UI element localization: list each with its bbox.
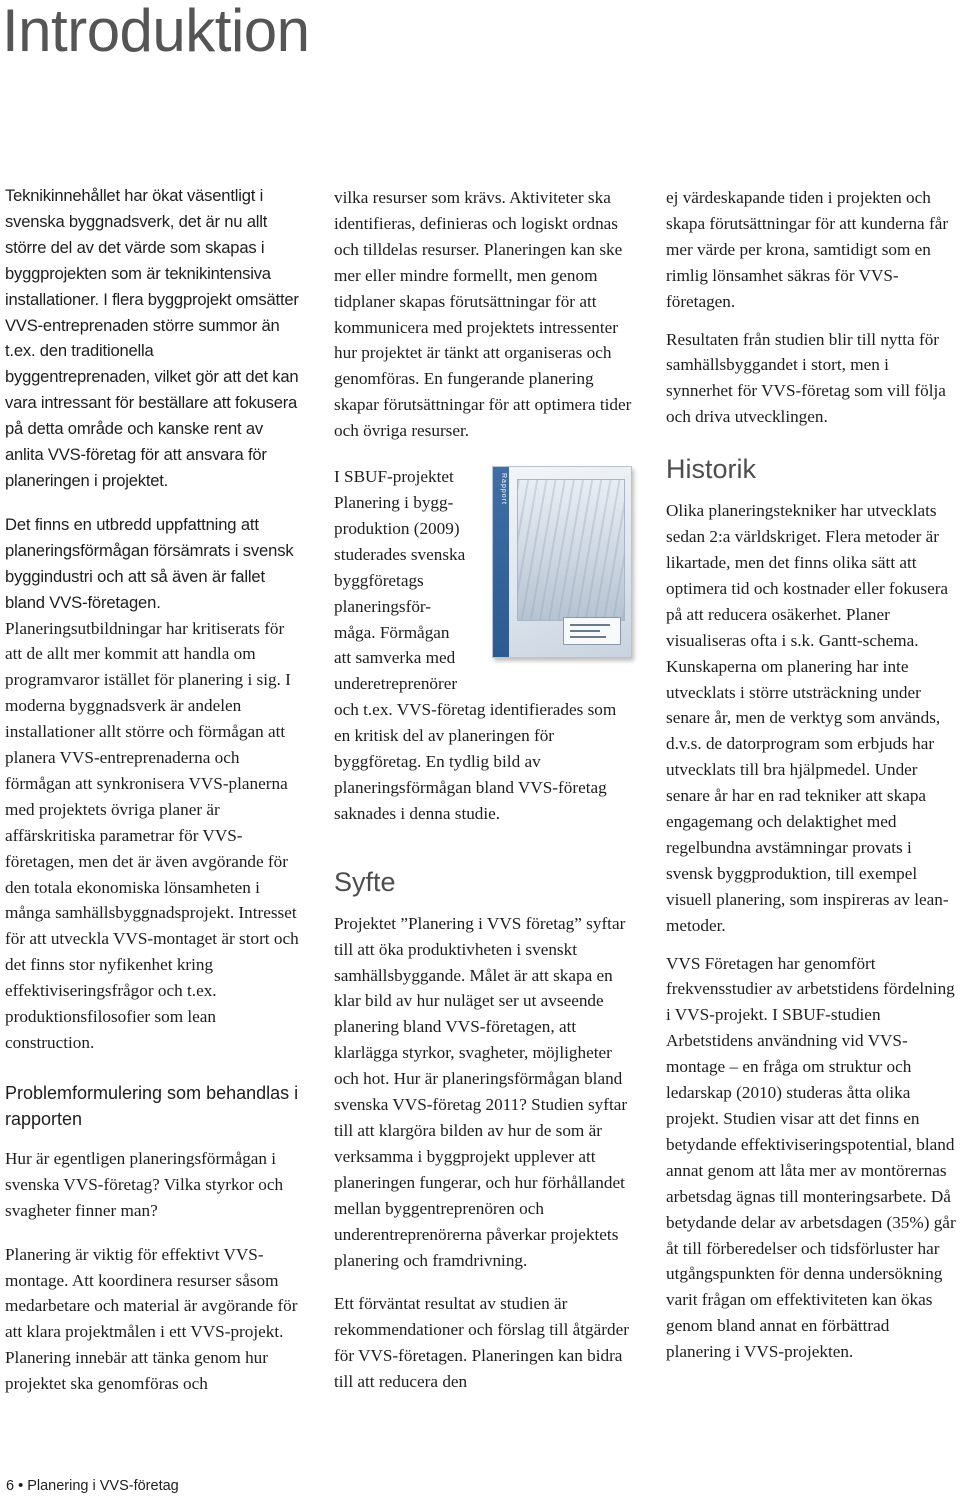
report-title-label <box>563 617 621 645</box>
column-left <box>5 183 301 1415</box>
sbuf-line: Planering i bygg- <box>334 492 454 512</box>
right-paragraph: ej värdeskapande tiden i projekten och skapa förutsättningar för att kunderna får mer värde per krona, samtidigt som en rimlig lönsamhet säkras för VVS-företagen. <box>666 188 949 311</box>
sbuf-line: studerades svenska <box>334 544 466 564</box>
intro-text <box>5 183 301 616</box>
sbuf-line: att samverka med <box>334 648 456 668</box>
sbuf-block <box>334 464 634 827</box>
sbuf-rest: och t.ex. VVS-företag identifierades som en kritisk del av planeringen för byggföretag. En tydlig bild av planeringsförmågan bland VVS-företag saknades i denna studie. <box>334 700 617 823</box>
body-paragraph: Planeringsutbildningar har kritiserats för att de allt mer kommit att handla om programvaror istället för planering i sig. I moderna byggnadsverk är andelen installationer allt större och förmågan att planera VVS-entreprenaderna och förmågan att synkronisera VVS-planerna med projektets övriga planer är affärskritiska parametrar för VVS-företagen, men det är även avgörande för den totala ekonomiska lönsamheten i många samhällsbyggnadsprojekt. Intresset för att utveckla VVS-montaget är stort och det finns stor nyfikenhet kring effektiviseringsfrågor och t.ex. produktionsfilosofier som lean construction. <box>5 618 299 1052</box>
syfte-paragraph: Ett förväntat resultat av studien är rekommendationer och förslag till åtgärder för VVS-företagen. Planeringen kan bidra till att reducera den <box>334 1294 629 1392</box>
problem-paragraph: Planering är viktig för effektivt VVS-montage. Att koordinera resurser såsom medarbetare och material är avgörande för att klara projektmålen i ett VVS-projekt. Planering innebär att tänka genom hur projektet ska genomföras och <box>5 1244 298 1394</box>
page-footer: 6 • Planering i VVS-företag <box>6 1478 179 1494</box>
body-text <box>5 616 301 1056</box>
report-spine-label: Rapport <box>500 473 507 505</box>
syfte-paragraph: Projektet ”Planering i VVS företag” syftar till att öka produktivheten i svenskt samhällsbyggande. Målet är att skapa en klar bild av hur nuläget ser ut avseende planering bland VVS-företagen, att klarlägga styrkor, svagheter, möjligheter och hot. Hur är planeringsförmågan bland svenska VVS-företag 2011? Studien syftar till att klargöra bilden av hur de som är verksamma i byggprojekt upplever att planeringen fungerar, och hur förhållandet mellan byggentreprenören och underentreprenörerna påverkar projektets planering och framdrivning. <box>334 913 628 1270</box>
column-right <box>666 185 958 1383</box>
right-paragraph: Resultaten från studien blir till nytta för samhällsbyggandet i stort, men i synnerhet för VVS-företag som vill följa och driva utvecklingen. <box>666 329 946 427</box>
cathedral-photo <box>517 479 625 621</box>
section-heading-syfte: Syfte <box>334 866 396 897</box>
report-cover-image <box>492 466 632 658</box>
sbuf-line: I SBUF-projektet <box>334 467 454 487</box>
problem-subheading: Problemformulering som behandlas i rapporten <box>5 1082 299 1129</box>
report-spine <box>493 467 509 657</box>
sbuf-line: produktion (2009) <box>334 518 460 538</box>
sbuf-line: planeringsför- <box>334 596 432 616</box>
problem-paragraph: Hur är egentligen planeringsförmågan i svenska VVS-företag? Vilka styrkor och svagheter finner man? <box>5 1148 284 1220</box>
intro-paragraph: Teknikinnehållet har ökat väsentligt i svenska byggnadsverk, det är nu allt större del av det värde som skapas i byggprojekten som är teknikintensiva installationer. I flera byggprojekt omsätter VVS-entreprenaden större summor än t.ex. den traditionella byggentreprenaden, vilket gör att det kan vara intressant för beställare att fokusera på detta område och kanske rent av anlita VVS-företag för att ansvara för planeringen i projektet. <box>5 186 299 490</box>
intro-paragraph: Det finns en utbredd uppfattning att planeringsförmågan försämrats i svensk byggindustri och att så även är fallet bland VVS-företagen. <box>5 514 294 612</box>
planning-paragraph: vilka resurser som krävs. Aktiviteter ska identifieras, definieras och logiskt ordnas och tilldelas resurser. Planeringen kan ske mer eller mindre formellt, men genom tidplaner skapas förutsättningar för att kommunicera med projektets intressenter hur projektet är tänkt att organiseras och genomföras. En fungerande planering skapar förutsättningar för att optimera tider och övriga resurser. <box>334 188 632 441</box>
sbuf-line: byggföretags <box>334 570 424 590</box>
column-middle <box>334 185 634 1413</box>
historik-paragraph: VVS Företagen har genomfört frekvensstudier av arbetstidens fördelning i VVS-projekt. I SBUF-studien Arbetstidens användning vid VVS-montage – en fråga om struktur och ledarskap (2010) studeras åtta olika projekt. Studien visar att det finns en betydande effektiviseringspotential, bland annat genom att låta mer av montörernas arbetsdag ägnas till monteringsarbete. Då betydande delar av arbetsdagen (35%) går åt till förberedelser och tidsförluster har utgångspunkten för denna undersökning varit frågan om effektiviteten kan ökas genom bland annat en förbättrad planering i VVS-projekten. <box>666 953 956 1362</box>
sbuf-line: underetreprenörer <box>334 674 458 694</box>
historik-paragraph: Olika planeringstekniker har utvecklats sedan 2:a världskriget. Flera metoder är likartade, men det finns olika sätt att optimera tid och kostnader eller fokusera på att reducera osäkerhet. Planer visualiseras ofta i s.k. Gantt-schema. Kunskaperna om planering har inte utvecklats i större utsträckning under senare år, men de verktyg som används, d.v.s. de datorprogram som erbjuds har utvecklats till bra hjälpmedel. Under senare år har en rad tekniker att skapa engagemang och delaktighet med regelbundna avstämningar provats i svensk byggproduktion, till exempel visuell planering, som inspireras av lean-metoder. <box>666 501 949 935</box>
section-heading-historik: Historik <box>666 454 757 485</box>
page-title: Introduktion <box>2 0 310 64</box>
problem-text <box>5 1146 301 1397</box>
sbuf-line: måga. Förmågan <box>334 622 450 642</box>
